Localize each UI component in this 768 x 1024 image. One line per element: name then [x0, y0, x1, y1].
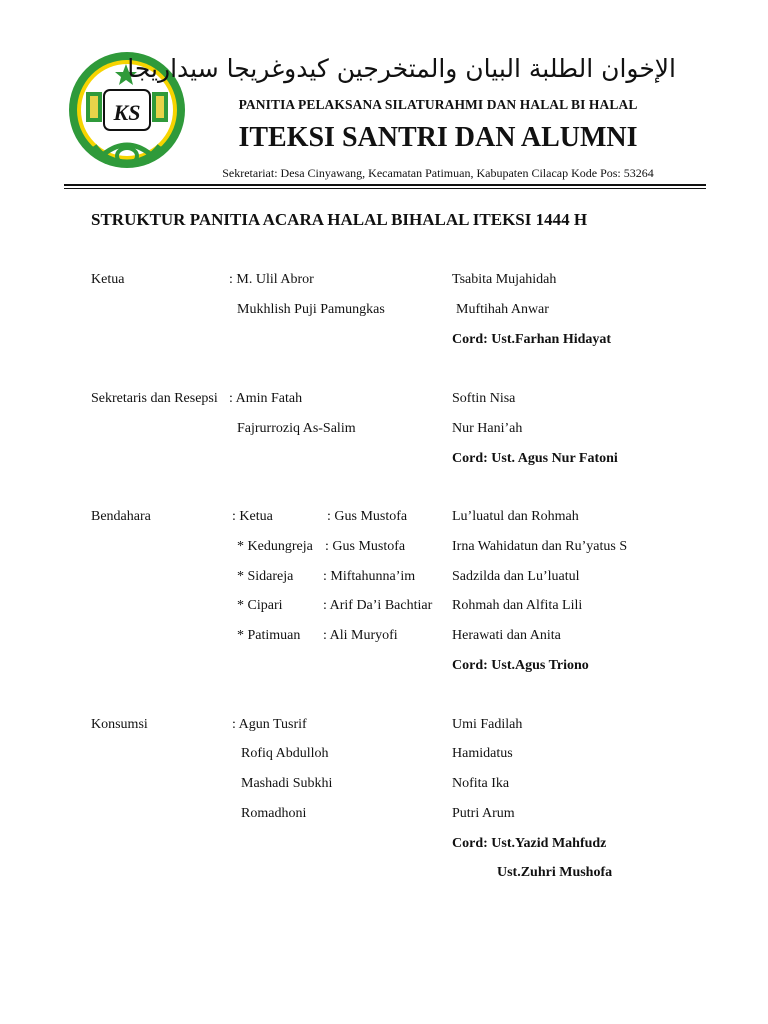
bendahara-role: * Patimuan: [237, 628, 301, 643]
ketua-member: Mukhlish Puji Pamungkas: [237, 302, 385, 317]
bendahara-right: Herawati dan Anita: [452, 628, 561, 643]
bendahara-role: * Kedungreja: [237, 539, 313, 554]
bendahara-right: Lu’luatul dan Rohmah: [452, 509, 579, 524]
sekretaris-coordinator: Cord: Ust. Agus Nur Fatoni: [452, 451, 618, 466]
bendahara-role: * Sidareja: [237, 569, 294, 584]
konsumsi-member-right: Hamidatus: [452, 746, 513, 761]
konsumsi-member: Romadhoni: [241, 806, 307, 821]
section-label-konsumsi: Konsumsi: [91, 717, 148, 732]
bendahara-name: : Arif Da’i Bachtiar: [323, 598, 433, 613]
konsumsi-member-right: Putri Arum: [452, 806, 515, 821]
ketua-member: : M. Ulil Abror: [229, 272, 314, 287]
section-label-sekretaris: Sekretaris dan Resepsi: [91, 391, 218, 406]
sekretaris-member: Fajrurroziq As-Salim: [237, 421, 356, 436]
konsumsi-member-right: Umi Fadilah: [452, 717, 523, 732]
konsumsi-coordinator-2: Ust.Zuhri Mushofa: [497, 865, 613, 880]
bendahara-right: Irna Wahidatun dan Ru’yatus S: [452, 539, 628, 554]
bendahara-role: : Ketua: [232, 509, 273, 524]
bendahara-role: * Cipari: [237, 598, 283, 613]
section-label-bendahara: Bendahara: [91, 509, 151, 524]
konsumsi-member: Rofiq Abdulloh: [241, 746, 329, 761]
document-title: STRUKTUR PANITIA ACARA HALAL BIHALAL ITEKSI 1444 H: [91, 210, 588, 229]
sekretaris-member-right: Softin Nisa: [452, 391, 516, 406]
header-divider-thin: [64, 188, 706, 189]
konsumsi-member: : Agun Tusrif: [232, 717, 307, 732]
bendahara-name: : Gus Mustofa: [325, 539, 406, 554]
bendahara-name: : Ali Muryofi: [323, 628, 398, 643]
header-divider: [64, 184, 706, 186]
bendahara-name: : Gus Mustofa: [327, 509, 408, 524]
secretariat-address: Sekretariat: Desa Cinyawang, Kecamatan Patimuan, Kabupaten Cilacap Kode Pos: 53264: [222, 166, 654, 180]
konsumsi-coordinator: Cord: Ust.Yazid Mahfudz: [452, 836, 607, 851]
bendahara-coordinator: Cord: Ust.Agus Triono: [452, 658, 589, 673]
ketua-member-right: Tsabita Mujahidah: [452, 272, 557, 287]
sekretaris-member: : Amin Fatah: [229, 391, 303, 406]
bendahara-right: Rohmah dan Alfita Lili: [452, 598, 583, 613]
section-label-ketua: Ketua: [91, 272, 125, 287]
konsumsi-member: Mashadi Subkhi: [241, 776, 333, 791]
sekretaris-member-right: Nur Hani’ah: [452, 421, 523, 436]
bendahara-right: Sadzilda dan Lu’luatul: [452, 569, 580, 584]
konsumsi-member-right: Nofita Ika: [452, 776, 510, 791]
ketua-coordinator: Cord: Ust.Farhan Hidayat: [452, 332, 612, 347]
organization-title: ITEKSI SANTRI DAN ALUMNI: [238, 122, 638, 153]
bendahara-name: : Miftahunna’im: [323, 569, 416, 584]
logo-letters: KS: [113, 100, 141, 125]
arabic-letterhead: الإخوان الطلبة البيان والمتخرجين كيدوغريجا سيداريجا: [127, 54, 676, 83]
ketua-member-right: Muftihah Anwar: [456, 302, 549, 317]
committee-subtitle: PANITIA PELAKSANA SILATURAHMI DAN HALAL BI HALAL: [238, 97, 638, 112]
